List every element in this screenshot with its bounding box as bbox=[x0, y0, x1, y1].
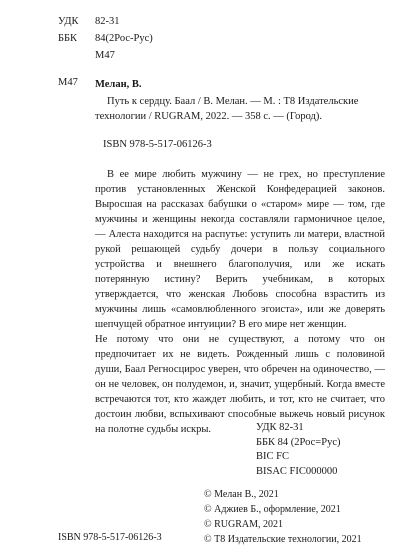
annotation bbox=[95, 167, 385, 437]
isbn-top: ISBN 978-5-517-06126-3 bbox=[103, 139, 212, 150]
copyright-line: © Т8 Издательские технологии, 2021 bbox=[204, 534, 362, 545]
annotation-paragraph-1: В ее мире любить мужчину — не грех, но преступление против установленных Женской Конфедерацией законов. Выросшая на рассказах бабушки о «старом» мире — том, где мужчины и женщины некогда составляли гармоничное целое, — Алеста находится на распутье: уступить ли матери, властной рукой решающей судьбу дочери в пользу социального устройства и внешнего благополучия, или же искать потерянную истину? Верить учебникам, в которых утверждается, что женская Любовь способна взрастить из мужчины лишь «самовлюбленного эгоиста», или же доверять шепчущей обратное интуиции? В его мире нет женщин. bbox=[95, 169, 385, 330]
udk-value: 82-31 bbox=[95, 16, 120, 27]
udk-code: УДК 82-31 bbox=[256, 422, 304, 433]
entry-author-mark: М47 bbox=[58, 77, 78, 88]
bbk-row bbox=[58, 30, 153, 47]
author-mark: М47 bbox=[95, 50, 115, 61]
classification-codes-top bbox=[58, 13, 153, 64]
udk-row bbox=[58, 13, 153, 30]
bic-code: BIC FC bbox=[256, 451, 289, 462]
bibliographic-description: Путь к сердцу. Баал / В. Мелан. — М. : Т8 Издательские технологии / RUGRAM, 2022. — 358 с. — (Город). bbox=[95, 96, 359, 122]
bbk-value: 84(2Рос-Рус) bbox=[95, 33, 153, 44]
copyright-line: © RUGRAM, 2021 bbox=[204, 519, 283, 530]
udk-label: УДК bbox=[58, 16, 79, 27]
copyright-line: © Мелан В., 2021 bbox=[204, 489, 279, 500]
bisac-code: BISAC FIC000000 bbox=[256, 465, 338, 477]
copyright-line: © Аджиев Б., оформление, 2021 bbox=[204, 504, 341, 515]
annotation-paragraph-2: Не потому что они не существуют, а потому что он предпочитает их не видеть. Рожденный лишь с половиной души, Баал Регносцирос уверен, что обречен на одиночество, — он не человек, он полудемон, и, значит, ущербный. Когда вместе встречаются тот, кто жаждет любить, и тот, кто не считает, что достоин любви, вспыхивают способные выжечь новый рисунок на полотне судьбы искры. bbox=[95, 334, 385, 435]
classification-codes-bottom bbox=[256, 421, 340, 479]
bbk-label: ББК bbox=[58, 33, 78, 44]
isbn-bottom: ISBN 978-5-517-06126-3 bbox=[58, 532, 162, 543]
bbk-code: ББК 84 (2Рос=Рус) bbox=[256, 436, 341, 448]
author-name: Мелан, В. bbox=[95, 79, 142, 90]
copyright-list bbox=[204, 487, 362, 547]
